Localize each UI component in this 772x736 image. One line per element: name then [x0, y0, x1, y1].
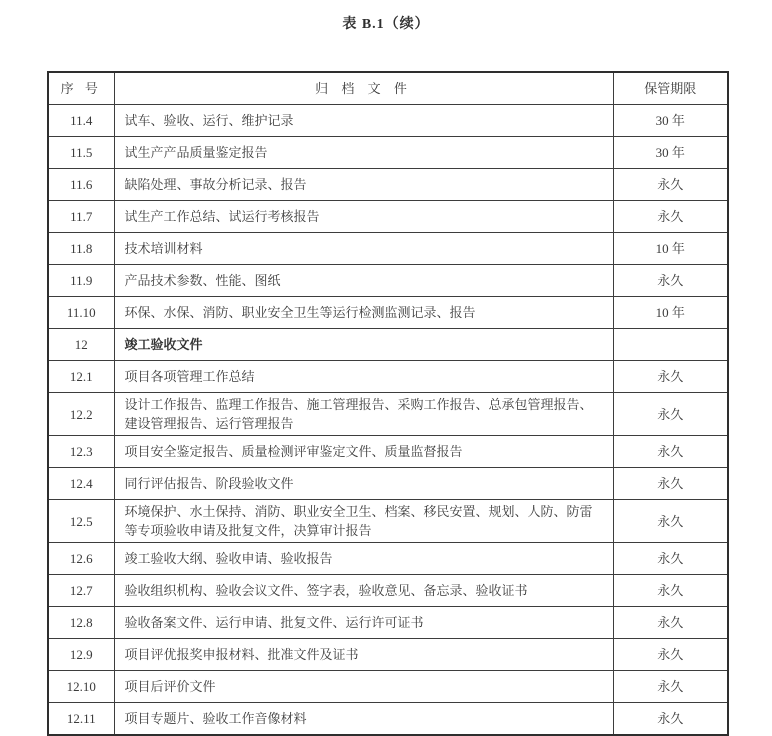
retention-period-cell: 永久: [613, 671, 728, 703]
table-row: [48, 265, 728, 297]
archived-document-cell: 环保、水保、消防、职业安全卫生等运行检测监测记录、报告: [114, 297, 613, 329]
serial-number-cell: 11.4: [48, 105, 114, 137]
table-row: [48, 105, 728, 137]
retention-period-cell: 30 年: [613, 137, 728, 169]
archived-document-cell: 技术培训材料: [114, 233, 613, 265]
table-header: [48, 72, 728, 105]
retention-period-cell: 10 年: [613, 297, 728, 329]
archived-document-cell: 竣工验收大纲、验收申请、验收报告: [114, 543, 613, 575]
table-row: [48, 233, 728, 265]
table-row: [48, 500, 728, 543]
table-title: 表 B.1（续）: [342, 17, 430, 32]
archived-document-cell: 项目各项管理工作总结: [114, 361, 613, 393]
archived-document-cell: 同行评估报告、阶段验收文件: [114, 468, 613, 500]
header-serial-number: 序 号: [48, 72, 114, 105]
archived-document-cell: 项目安全鉴定报告、质量检测评审鉴定文件、质量监督报告: [114, 436, 613, 468]
serial-number-cell: 12.11: [48, 703, 114, 736]
serial-number-cell: 12.1: [48, 361, 114, 393]
serial-number-cell: 11.7: [48, 201, 114, 233]
table-row: [48, 468, 728, 500]
serial-number-cell: 12.8: [48, 607, 114, 639]
archived-document-cell: 缺陷处理、事故分析记录、报告: [114, 169, 613, 201]
archive-table-container: [47, 71, 727, 736]
retention-period-cell: 永久: [613, 201, 728, 233]
retention-period-cell: 永久: [613, 169, 728, 201]
archived-document-cell: 验收备案文件、运行申请、批复文件、运行许可证书: [114, 607, 613, 639]
serial-number-cell: 12.5: [48, 500, 114, 543]
header-archived-document: 归 档 文 件: [114, 72, 613, 105]
table-row: [48, 393, 728, 436]
table-row: [48, 436, 728, 468]
table-row: [48, 671, 728, 703]
table-row: [48, 329, 728, 361]
serial-number-cell: 12.4: [48, 468, 114, 500]
retention-period-cell: 永久: [613, 575, 728, 607]
archived-document-cell: 竣工验收文件: [114, 329, 613, 361]
retention-period-cell: 永久: [613, 703, 728, 736]
retention-period-cell: 永久: [613, 393, 728, 436]
retention-period-cell: 永久: [613, 265, 728, 297]
serial-number-cell: 12.10: [48, 671, 114, 703]
table-row: [48, 201, 728, 233]
serial-number-cell: 12.9: [48, 639, 114, 671]
table-row: [48, 543, 728, 575]
serial-number-cell: 12.3: [48, 436, 114, 468]
serial-number-cell: 11.10: [48, 297, 114, 329]
table-row: [48, 169, 728, 201]
archived-document-cell: 验收组织机构、验收会议文件、签字表，验收意见、备忘录、验收证书: [114, 575, 613, 607]
table-row: [48, 575, 728, 607]
archived-document-cell: 环境保护、水土保持、消防、职业安全卫生、档案、移民安置、规划、人防、防雷等专项验收申请及批复文件，决算审计报告: [114, 500, 613, 543]
serial-number-cell: 12.6: [48, 543, 114, 575]
retention-period-cell: 永久: [613, 543, 728, 575]
archived-document-cell: 项目后评价文件: [114, 671, 613, 703]
retention-period-cell: 永久: [613, 607, 728, 639]
retention-period-cell: 永久: [613, 500, 728, 543]
retention-period-cell: 永久: [613, 639, 728, 671]
archived-document-cell: 项目专题片、验收工作音像材料: [114, 703, 613, 736]
table-body: [48, 105, 728, 736]
archived-document-cell: 产品技术参数、性能、图纸: [114, 265, 613, 297]
retention-period-cell: 30 年: [613, 105, 728, 137]
table-row: [48, 137, 728, 169]
serial-number-cell: 12.2: [48, 393, 114, 436]
table-row: [48, 297, 728, 329]
archive-table: [47, 71, 729, 736]
archived-document-cell: 试生产产品质量鉴定报告: [114, 137, 613, 169]
retention-period-cell: 永久: [613, 468, 728, 500]
serial-number-cell: 12: [48, 329, 114, 361]
table-row: [48, 361, 728, 393]
header-retention-period: 保管期限: [613, 72, 728, 105]
document-page: [0, 13, 772, 726]
retention-period-cell: 永久: [613, 436, 728, 468]
header-row: [48, 72, 728, 105]
table-row: [48, 639, 728, 671]
archived-document-cell: 试车、验收、运行、维护记录: [114, 105, 613, 137]
serial-number-cell: 11.8: [48, 233, 114, 265]
archived-document-cell: 设计工作报告、监理工作报告、施工管理报告、采购工作报告、总承包管理报告、建设管理报告、运行管理报告: [114, 393, 613, 436]
serial-number-cell: 11.6: [48, 169, 114, 201]
serial-number-cell: 11.9: [48, 265, 114, 297]
table-row: [48, 607, 728, 639]
serial-number-cell: 12.7: [48, 575, 114, 607]
retention-period-cell: [613, 329, 728, 361]
retention-period-cell: 10 年: [613, 233, 728, 265]
archived-document-cell: 试生产工作总结、试运行考核报告: [114, 201, 613, 233]
table-row: [48, 703, 728, 736]
serial-number-cell: 11.5: [48, 137, 114, 169]
retention-period-cell: 永久: [613, 361, 728, 393]
archived-document-cell: 项目评优报奖申报材料、批准文件及证书: [114, 639, 613, 671]
